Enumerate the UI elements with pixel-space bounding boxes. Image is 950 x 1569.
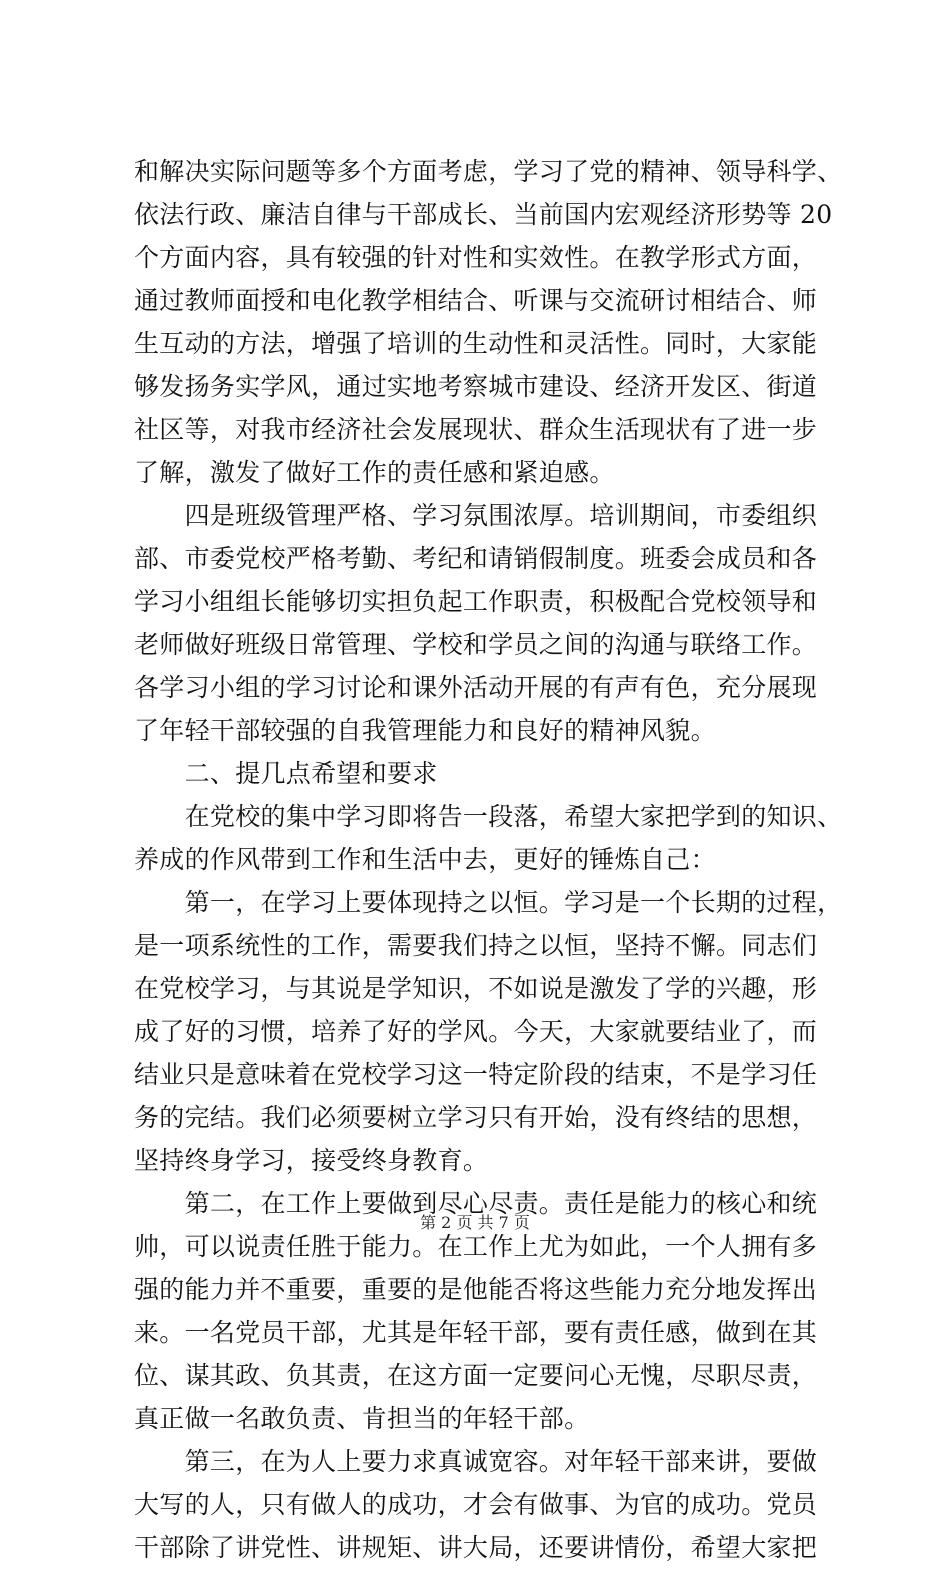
text-line: 够发扬务实学风，通过实地考察城市建设、经济开发区、街道 (134, 372, 818, 401)
document-body (134, 150, 843, 1569)
text-line: 在党校学习，与其说是学知识，不如说是激发了学的兴趣，形 (134, 974, 818, 1003)
text-line: 生互动的方法，增强了培训的生动性和灵活性。同时，大家能 (134, 329, 818, 358)
text-line: 社区等，对我市经济社会发展现状、群众生活现状有了进一步 (134, 415, 818, 444)
text-line: 个方面内容，具有较强的针对性和实效性。在教学形式方面， (134, 243, 818, 272)
text-line: 第一，在学习上要体现持之以恒。学习是一个长期的过程， (134, 888, 843, 917)
text-line: 真正做一名敢负责、肯担当的年轻干部。 (134, 1404, 590, 1433)
text-line: 和解决实际问题等多个方面考虑，学习了党的精神、领导科学、 (134, 157, 843, 186)
text-line: 了年轻干部较强的自我管理能力和良好的精神风貌。 (134, 716, 716, 745)
text-line: 各学习小组的学习讨论和课外活动开展的有声有色，充分展现 (134, 673, 818, 702)
text-line: 养成的作风带到工作和生活中去，更好的锤炼自己： (134, 845, 716, 874)
text-line: 强的能力并不重要，重要的是他能否将这些能力充分地发挥出 (134, 1275, 818, 1304)
text-line: 来。一名党员干部，尤其是年轻干部，要有责任感，做到在其 (134, 1318, 818, 1347)
text-line: 结业只是意味着在党校学习这一特定阶段的结束，不是学习任 (134, 1060, 818, 1089)
text-line: 成了好的习惯，培养了好的学风。今天，大家就要结业了，而 (134, 1017, 818, 1046)
text-line: 位、谋其政、负其责，在这方面一定要问心无愧，尽职尽责， (134, 1361, 818, 1390)
text-line: 依法行政、廉洁自律与干部成长、当前国内宏观经济形势等 20 (134, 200, 833, 229)
text-line: 帅，可以说责任胜于能力。在工作上尤为如此，一个人拥有多 (134, 1232, 818, 1261)
text-line: 四是班级管理严格、学习氛围浓厚。培训期间，市委组织 (134, 501, 818, 530)
text-line: 干部除了讲党性、讲规矩、讲大局，还要讲情份，希望大家把 (134, 1533, 818, 1562)
text-line: 是一项系统性的工作，需要我们持之以恒，坚持不懈。同志们 (134, 931, 818, 960)
text-line: 第三，在为人上要力求真诚宽容。对年轻干部来讲，要做 (134, 1447, 818, 1476)
text-line: 了解，激发了做好工作的责任感和紧迫感。 (134, 458, 615, 487)
text-line: 务的完结。我们必须要树立学习只有开始，没有终结的思想， (134, 1103, 818, 1132)
text-line: 坚持终身学习，接受终身教育。 (134, 1146, 489, 1175)
section-heading: 二、提几点希望和要求 (134, 759, 438, 788)
text-line: 学习小组组长能够切实担负起工作职责，积极配合党校领导和 (134, 587, 818, 616)
text-line: 第二，在工作上要做到尽心尽责。责任是能力的核心和统 (134, 1189, 818, 1218)
text-line: 老师做好班级日常管理、学校和学员之间的沟通与联络工作。 (134, 630, 818, 659)
page-number-footer: 第 2 页 共 7 页 (420, 1213, 530, 1232)
text-line: 通过教师面授和电化教学相结合、听课与交流研讨相结合、师 (134, 286, 818, 315)
text-line: 在党校的集中学习即将告一段落，希望大家把学到的知识、 (134, 802, 843, 831)
text-line: 部、市委党校严格考勤、考纪和请销假制度。班委会成员和各 (134, 544, 818, 573)
text-line: 大写的人，只有做人的成功，才会有做事、为官的成功。党员 (134, 1490, 818, 1519)
